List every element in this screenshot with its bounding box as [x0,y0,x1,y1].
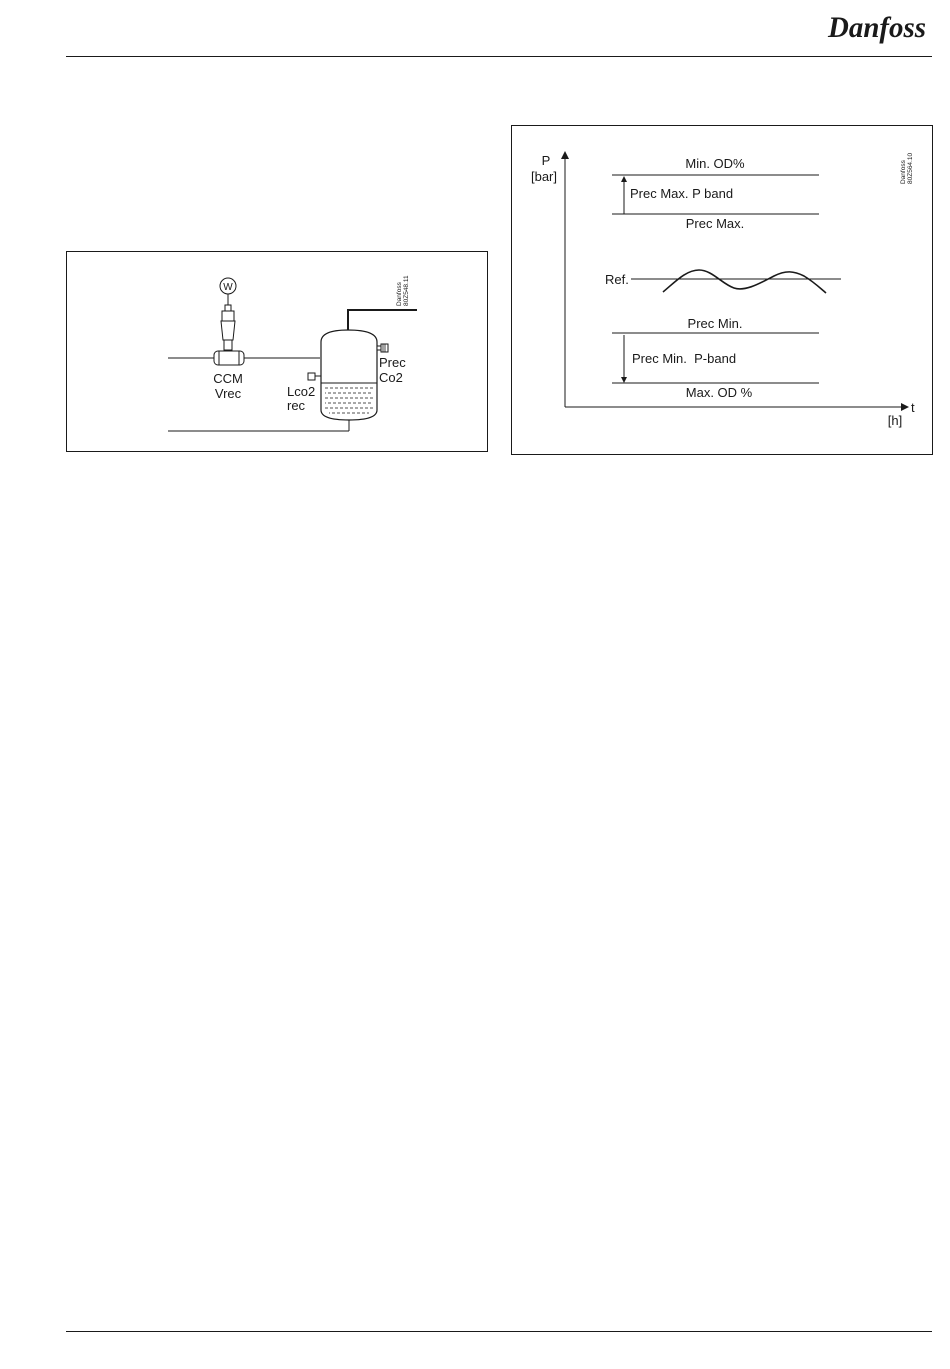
gauge-symbol: W [223,282,233,293]
pressure-band-diagram [511,125,933,455]
pressure-wave [663,270,826,293]
ccm-valve-icon [214,305,244,365]
y-axis-label: P [541,153,551,168]
receiver-vessel [321,330,377,420]
header-rule [66,56,932,57]
figure-ref-code: 80Z564.10 [907,152,914,184]
receiver-schematic [67,252,487,451]
x-axis-label: t [911,400,915,415]
pressure-label-prec: Prec [379,355,406,370]
pressure-band-svg [512,126,932,454]
level-label-lco2: Lco2 [287,384,316,399]
valve-label-vrec: Vrec [214,386,242,401]
y-axis-unit: [bar] [530,169,558,184]
x-axis-unit: [h] [887,413,903,428]
receiver-schematic-figure [66,251,488,452]
min-od-label: Min. OD% [685,156,745,171]
pressure-label-co2: Co2 [379,370,403,385]
danfoss-logo [826,6,930,46]
figure-ref-brand: Danfoss [900,160,907,184]
valve-label-ccm: CCM [213,371,243,386]
footer-rule [66,1331,932,1332]
figure-ref-brand: Danfoss [396,282,403,306]
prec-max-label: Prec Max. [685,216,745,231]
level-label-rec: rec [287,398,306,413]
max-od-label: Max. OD % [685,385,753,400]
figure-ref-code: 80Z548.11 [403,275,410,306]
pressure-transmitter-icon [377,344,388,352]
prec-max-band-label: Prec Max. P band [630,186,734,201]
gauge-icon [220,278,236,305]
gas-outlet-pipe [348,310,417,330]
level-sensor-icon [308,373,321,380]
prec-min-band-label: Prec Min. P-band [632,351,737,366]
ref-label: Ref. [605,272,629,287]
prec-min-label: Prec Min. [687,316,743,331]
logo-wordmark: Danfoss [827,11,926,44]
